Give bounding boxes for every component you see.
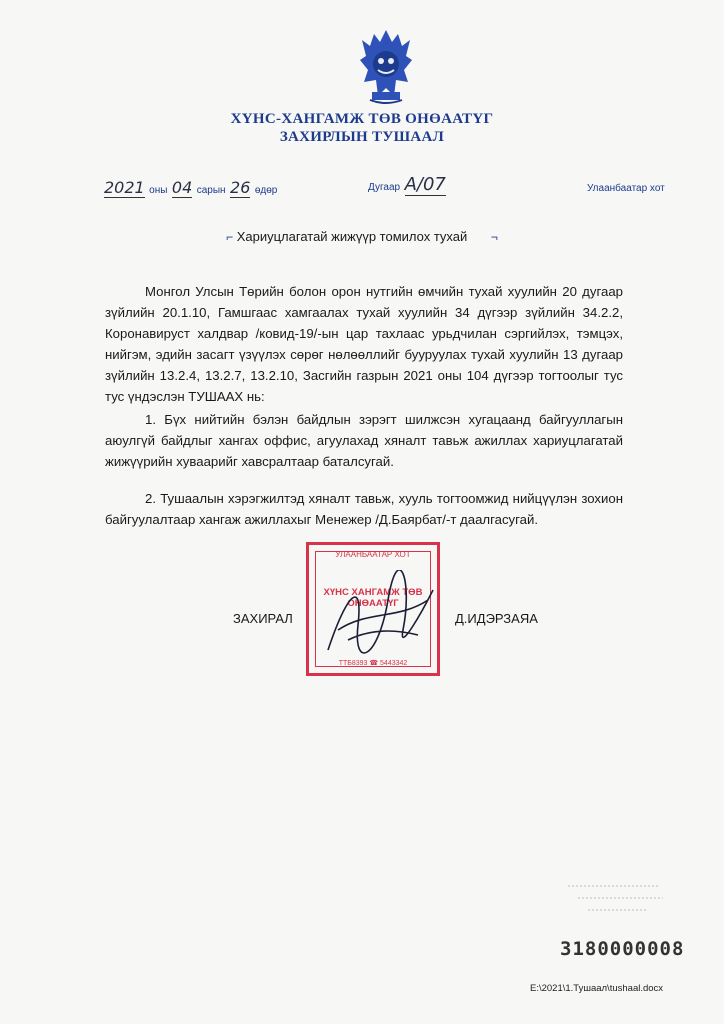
stamp-bottom-text: ТТБ8393 ☎ 5443342 xyxy=(338,660,408,667)
signatory-name: Д.ИДЭРЗАЯА xyxy=(455,611,538,626)
file-path: E:\2021\1.Тушаал\tushaal.docx xyxy=(530,983,664,994)
number-label: Дугаар xyxy=(368,182,401,193)
registration-number: 3180000008 xyxy=(560,938,685,960)
number-value: А/07 xyxy=(404,174,446,195)
order-title xyxy=(0,229,724,244)
stamp-top-text: УЛААНБААТАР ХОТ xyxy=(335,550,411,559)
document-number xyxy=(368,174,446,196)
clause-2: 2. Тушаалын хэрэгжилтэд хяналт тавьж, хууль тогтоомжид нийцүүлэн зохион байгуулалтаар хангаж ажиллахыг Менежер /Д.Баярбат/-т даалгасугай. xyxy=(105,491,623,527)
order-title-text: Хариуцлагатай жижүүр томилох тухай xyxy=(236,229,468,244)
year-label: оны xyxy=(149,185,168,196)
document-type: ЗАХИРЛЫН ТУШААЛ xyxy=(279,129,445,145)
city: Улаанбаатар хот xyxy=(587,183,665,194)
day-label: өдөр xyxy=(254,185,278,196)
title-corner-right-icon: ¬ xyxy=(490,230,498,244)
registration-mark-icon xyxy=(568,880,668,920)
organization-name: ХҮНС-ХАНГАМЖ ТӨВ ОНӨААТҮГ xyxy=(230,111,494,127)
signatory-role: ЗАХИРАЛ xyxy=(233,611,293,626)
preamble-paragraph: Монгол Улсын Төрийн болон орон нутгийн өмчийн тухай хуулийн 20 дугаар зүйлийн 20.1.10, Гамшгаас хамгаалах тухай хуулийн 34 дүгээр зүйлийн 34.2.2, Коронавируст халдвар /ковид-19/-ын цар тахлаас урьдчилан сэргийлэх, тэмцэх, нийгэм, эдийн засагт үзүүлэх сөрөг нөлөөллийг бууруулах тухай хуулийн 13 дугаар зүйлийн 13.2.4, 13.2.7, 13.2.10, Засгийн газрын 2021 оны 104 дүгээр тогтоолыг тус тус үндэслэн ТУШААХ нь: xyxy=(105,284,623,404)
day-value: 26 xyxy=(230,178,251,197)
stamp-middle-text: ХҮНС ХАНГАМЖ ТӨВ ОНӨААТҮГ xyxy=(323,587,423,609)
signature-icon xyxy=(318,570,438,670)
month-value: 04 xyxy=(171,178,193,197)
clause-1: 1. Бүх нийтийн бэлэн байдлын зэрэгт шилжсэн хугацаанд байгууллагын аюулгүй байдлыг хангах оффис, агуулахад хяналт тавьж ажиллах хариуцлагатай жижүүрийн хуваарийг хавсралтаар баталсугай. xyxy=(105,412,623,469)
date-line xyxy=(104,178,277,198)
month-label: сарын xyxy=(196,185,226,196)
title-corner-left-icon: ⌐ xyxy=(226,230,234,244)
year-value: 2021 xyxy=(104,178,145,197)
state-emblem-icon xyxy=(356,26,416,106)
